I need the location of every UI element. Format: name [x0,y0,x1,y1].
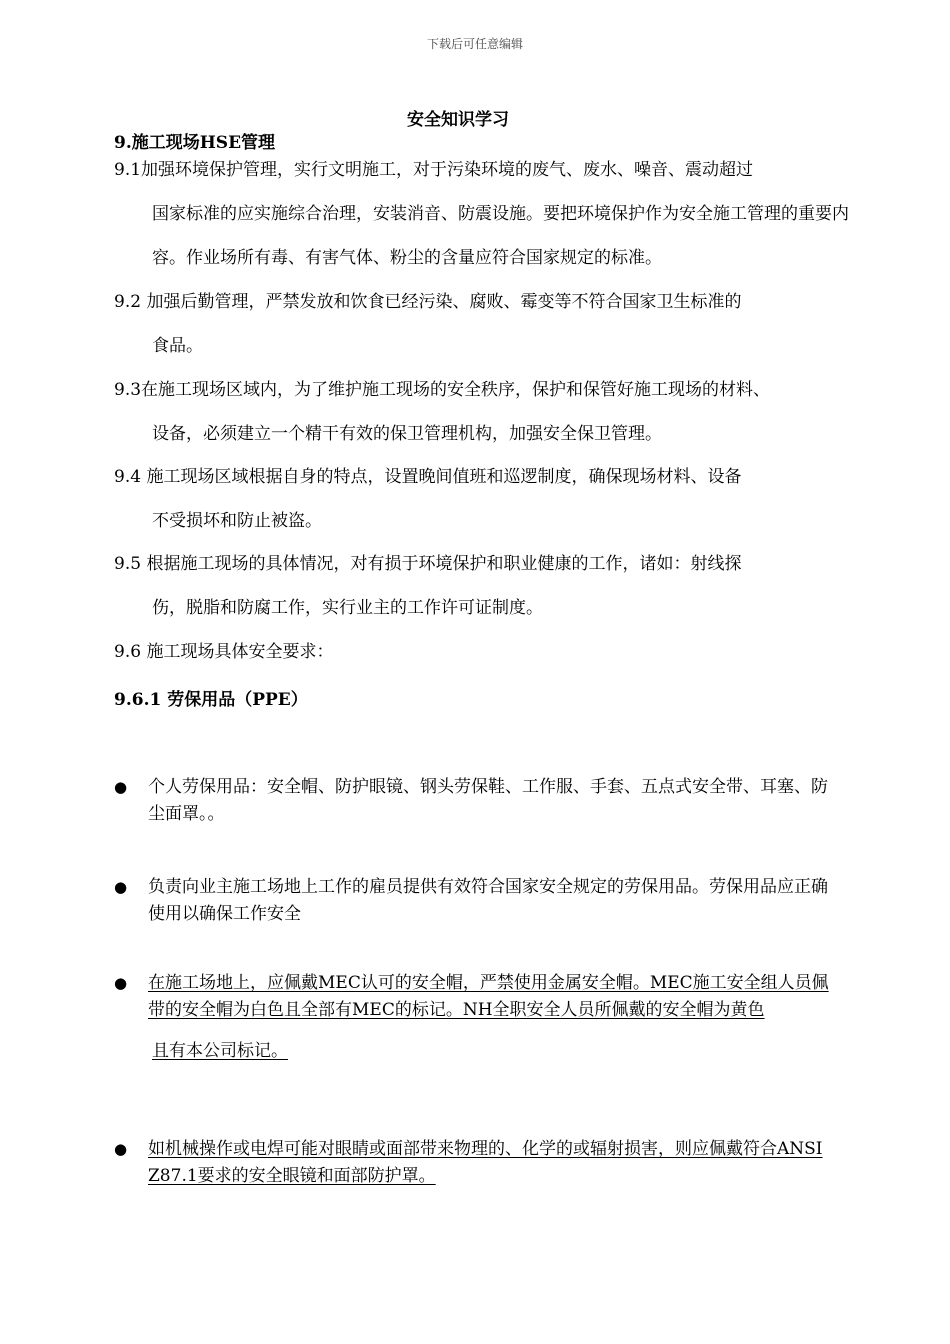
bullet-text: 在施工场地上，应佩戴MEC认可的安全帽，严禁使用金属安全帽。MEC施工安全组人员佩带的安全帽为白色且全部有MEC的标记。NH全职安全人员所佩戴的安全帽为黄色 [148,973,829,1020]
bullet-dot-icon: ● [114,974,128,992]
bullet-item [114,874,844,928]
bullet-item [114,774,844,828]
bullet-item [114,1136,844,1190]
paragraph-9-3 [114,368,854,456]
bullet-text-continued: 且有本公司标记。 [152,1041,288,1061]
bullet-text: 个人劳保用品：安全帽、防护眼镜、钢头劳保鞋、工作服、手套、五点式安全带、耳塞、防尘面罩。。 [148,777,828,824]
bullet-dot-icon: ● [114,1140,128,1158]
bullet-dot-icon: ● [114,878,128,896]
subsection-heading: 9.6.1 劳保用品（PPE） [114,690,308,710]
paragraph-first-line: 9.2 加强后勤管理，严禁发放和饮食已经污染、腐败、霉变等不符合国家卫生标准的 [114,292,742,312]
section-heading: 9.施工现场HSE管理 [114,133,276,153]
paragraph-9-1 [114,148,854,280]
paragraph-first-line: 9.6 施工现场具体安全要求： [114,642,334,662]
bullet-dot-icon: ● [114,778,128,796]
paragraph-first-line: 9.1加强环境保护管理，实行文明施工，对于污染环境的废气、废水、噪音、震动超过 [114,160,754,180]
paragraph-continuation: 伤，脱脂和防腐工作，实行业主的工作许可证制度。 [152,598,543,618]
bullet-item [114,970,844,1065]
paragraph-continuation: 不受损坏和防止被盗。 [152,511,322,531]
paragraph-first-line: 9.4 施工现场区域根据自身的特点，设置晚间值班和巡逻制度，确保现场材料、设备 [114,467,742,487]
page-title: 安全知识学习 [407,110,509,130]
paragraph-9-5 [114,542,854,630]
paragraph-first-line: 9.5 根据施工现场的具体情况，对有损于环境保护和职业健康的工作，诸如：射线探 [114,554,742,574]
paragraph-9-6 [114,630,854,674]
bullet-text: 负责向业主施工场地上工作的雇员提供有效符合国家安全规定的劳保用品。劳保用品应正确使用以确保工作安全 [148,877,828,924]
bullet-text: 如机械操作或电焊可能对眼睛或面部带来物理的、化学的或辐射损害，则应佩戴符合ANSI Z87.1要求的安全眼镜和面部防护罩。 [148,1139,823,1186]
paragraph-9-4 [114,455,854,543]
paragraph-first-line: 9.3在施工现场区域内，为了维护施工现场的安全秩序，保护和保管好施工现场的材料、 [114,380,771,400]
paragraph-continuation: 设备，必须建立一个精干有效的保卫管理机构，加强安全保卫管理。 [152,424,662,444]
paragraph-9-2 [114,280,854,368]
header-note: 下载后可任意编辑 [426,37,523,51]
paragraph-continuation: 食品。 [152,336,203,356]
paragraph-continuation: 国家标准的应实施综合治理，安装消音、防震设施。要把环境保护作为安全施工管理的重要内容。作业场所有毒、有害气体、粉尘的含量应符合国家规定的标准。 [152,204,849,268]
